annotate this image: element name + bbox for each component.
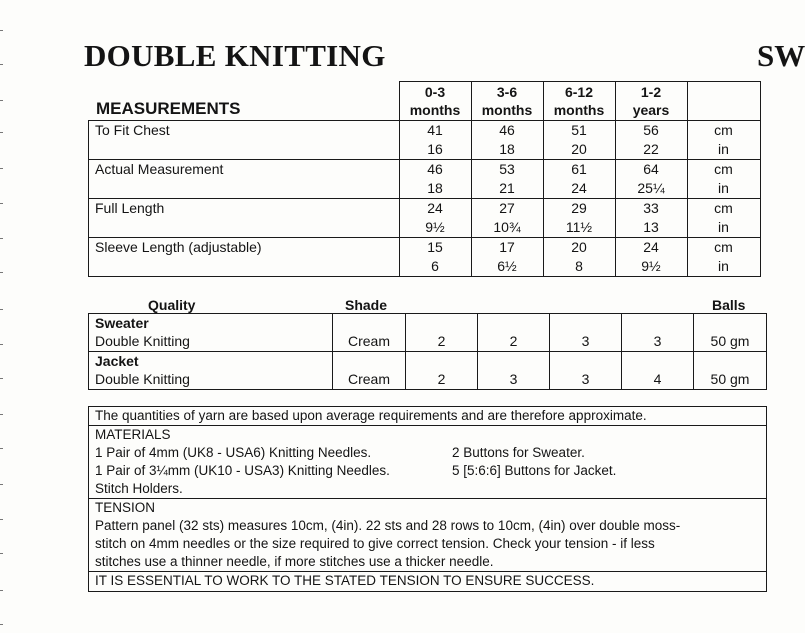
qty-cell: 3 (622, 314, 694, 352)
value-cell: 15 6 (399, 238, 471, 277)
value-cell: 56 22 (615, 121, 687, 160)
size-header-row (89, 82, 761, 121)
yarn-item: Sweater Double Knitting (89, 314, 333, 352)
qty-cell: 2 (406, 352, 478, 390)
tension-line: Pattern panel (32 sts) measures 10cm, (4in). 22 sts and 28 rows to 10cm, (4in) over double moss- (95, 518, 681, 533)
notes-box (88, 406, 767, 592)
value-cell: 46 18 (399, 160, 471, 199)
materials-list (95, 444, 760, 498)
yarn-item: Jacket Double Knitting (89, 352, 333, 390)
measure-row (89, 238, 761, 277)
unit-cell: cm in (687, 121, 760, 160)
qty-cell: 3 (550, 314, 622, 352)
measurements-table (88, 81, 761, 277)
yarn-row (89, 352, 767, 390)
tension-line: stitches use a thinner needle, if more stitches use a thicker needle. (95, 554, 494, 569)
size-header: 3-6 months (471, 82, 543, 121)
quality-header: Quality (148, 297, 196, 313)
row-label: Sleeve Length (adjustable) (89, 238, 400, 277)
value-cell: 41 16 (399, 121, 471, 160)
value-cell: 27 10¾ (471, 199, 543, 238)
unit-header (687, 82, 760, 121)
balls-header: Balls (712, 297, 746, 313)
unit-cell: cm in (687, 199, 760, 238)
value-cell: 53 21 (471, 160, 543, 199)
row-label: To Fit Chest (89, 121, 400, 160)
row-label: Actual Measurement (89, 160, 400, 199)
value-cell: 20 8 (543, 238, 615, 277)
weight-cell: 50 gm (694, 314, 767, 352)
unit-cell: cm in (687, 160, 760, 199)
row-label: Full Length (89, 199, 400, 238)
yarn-row (89, 314, 767, 352)
page-title: DOUBLE KNITTING (84, 38, 386, 73)
shade-cell: Cream (333, 314, 406, 352)
essential-note-row (89, 572, 766, 590)
value-cell: 51 20 (543, 121, 615, 160)
value-cell: 24 9½ (399, 199, 471, 238)
measure-row (89, 121, 761, 160)
value-cell: 17 6½ (471, 238, 543, 277)
essential-note: IT IS ESSENTIAL TO WORK TO THE STATED TENSION TO ENSURE SUCCESS. (95, 573, 595, 588)
material-item: 2 Buttons for Sweater. (452, 445, 585, 460)
tension-line: stitch on 4mm needles or the size required to give correct tension. Check your tension - if less (95, 536, 655, 551)
margin-ticks (0, 0, 4, 633)
blank-corner (89, 82, 400, 121)
material-item: 5 [5:6:6] Buttons for Jacket. (452, 463, 617, 478)
materials-section (89, 426, 766, 499)
tension-section (89, 499, 766, 572)
quantities-note: The quantities of yarn are based upon average requirements and are therefore approximate. (95, 408, 647, 423)
qty-cell: 2 (406, 314, 478, 352)
yarn-table (88, 313, 767, 390)
material-item: 1 Pair of 4mm (UK8 - USA6) Knitting Needles. (95, 445, 372, 460)
size-header: 0-3 months (399, 82, 471, 121)
materials-heading: MATERIALS (95, 427, 171, 442)
qty-cell: 2 (478, 314, 550, 352)
qty-cell: 3 (550, 352, 622, 390)
measure-row (89, 199, 761, 238)
cut-off-title: SW (757, 38, 805, 73)
material-item: 1 Pair of 3¼mm (UK10 - USA3) Knitting Needles. (95, 463, 390, 478)
value-cell: 64 25¼ (615, 160, 687, 199)
shade-cell: Cream (333, 352, 406, 390)
qty-cell: 4 (622, 352, 694, 390)
value-cell: 29 11½ (543, 199, 615, 238)
value-cell: 24 9½ (615, 238, 687, 277)
material-item: Stitch Holders. (95, 481, 183, 496)
quantities-note-row (89, 407, 766, 426)
weight-cell: 50 gm (694, 352, 767, 390)
measurements-heading: MEASUREMENTS (96, 99, 241, 118)
shade-header: Shade (345, 297, 388, 313)
tension-heading: TENSION (95, 500, 156, 515)
unit-cell: cm in (687, 238, 760, 277)
size-header: 1-2 years (615, 82, 687, 121)
qty-cell: 3 (478, 352, 550, 390)
value-cell: 33 13 (615, 199, 687, 238)
value-cell: 61 24 (543, 160, 615, 199)
measure-row (89, 160, 761, 199)
value-cell: 46 18 (471, 121, 543, 160)
size-header: 6-12 months (543, 82, 615, 121)
